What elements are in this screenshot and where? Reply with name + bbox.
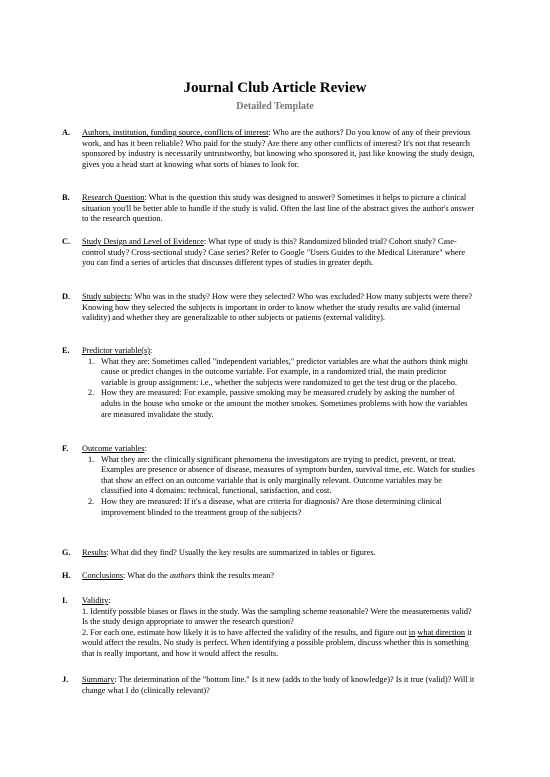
underlined-text: in: [408, 627, 416, 637]
section-letter: C.: [62, 237, 71, 246]
list-item: [82, 388, 475, 420]
section-heading: Authors, institution, funding source, conflicts of interest: [82, 128, 269, 137]
page-title: Journal Club Article Review: [183, 80, 367, 96]
section-heading: Summary: [82, 675, 115, 684]
section-b: [62, 193, 475, 225]
item-number: 2.: [88, 388, 95, 398]
section-text: :: [149, 346, 153, 355]
emphasized-text: authors: [169, 571, 196, 580]
section-heading: Predictor variable(s): [82, 346, 150, 355]
section-heading: Study Design and Level of Evidence: [82, 237, 204, 246]
validity-point-2: [82, 628, 475, 660]
item-text: How they are measured: For example, passive smoking may be measured crudely by asking the number of adults in the house who smoke or the amount the mother smokes. Sometimes problems with how the variables are measured invalidate the study.: [101, 388, 468, 419]
section-h: [62, 571, 475, 582]
section-letter: F.: [62, 444, 69, 453]
item-number: 1.: [88, 454, 95, 464]
section-letter: J.: [62, 675, 69, 684]
page-subtitle: Detailed Template: [236, 101, 314, 112]
item-text: What they are: Sometimes called "independent variables," predictor variables are what the authors think might cause or predict changes in the outcome variable. For example, in a randomized trial, the main predictor variable is group assignment: i.e., whether the subjects were randomized to get the test drug or the placebo.: [101, 356, 468, 387]
section-letter: H.: [62, 571, 71, 580]
section-text: think the results mean?: [195, 571, 275, 580]
section-a: [62, 128, 475, 170]
section-text: : The determination of the "bottom line." Is it new (adds to the body of knowledge)? Is it true (valid)? Will it change what I do (clinically relevant)?: [82, 675, 475, 695]
section-letter: E.: [62, 346, 70, 355]
section-text: : What type of study is this? Randomized blinded trial? Cohort study? Case-control study? Cross-sectional study? Case series? Refer to Google "Users Guides to the Medical Literature" where you can find a series of articles that discusses different types of studies in greater depth.: [82, 237, 466, 268]
section-text: :: [144, 444, 147, 453]
underlined-text: what direction: [417, 627, 466, 637]
section-text: : What do the: [123, 571, 170, 580]
section-f: [62, 444, 475, 518]
section-text: :: [108, 596, 111, 605]
section-heading: Study subjects: [82, 292, 131, 301]
section-heading: Outcome variables: [82, 444, 145, 453]
section-letter: I.: [62, 596, 68, 605]
section-j: [62, 675, 475, 696]
text-segment: it would affect the results. No study is perfect. When identifying a possible problem, discuss whether this is something that is really important, and how it would affect the results.: [82, 627, 472, 658]
section-text: : What is the question this study was designed to answer? Sometimes it helps to picture a clinical situation you'll be better able to handle if the study is valid. Often the last line of the abstract gives the author's answer to the research question.: [82, 193, 475, 224]
text-segment: 2. For each one, estimate how likely it is to have affected the validity of the results, and figure out: [82, 627, 409, 637]
section-heading: Research Question: [82, 193, 145, 202]
section-d: [62, 292, 475, 324]
section-i: [62, 596, 475, 660]
section-text: : What did they find? Usually the key results are summarized in tables or figures.: [106, 548, 376, 557]
item-number: 2.: [88, 496, 95, 506]
item-text: How they are measured: If it's a disease, what are criteria for diagnosis? Are those determining clinical improvement blinded to the treatment group of the subjects?: [101, 496, 442, 517]
section-e: [62, 346, 475, 420]
validity-point-1: 1. Identify possible biases or flaws in the study. Was the sampling scheme reasonable? Were the measurements valid? Is the study design appropriate to answer the research question?: [82, 606, 472, 627]
section-letter: B.: [62, 193, 70, 202]
list-item: [82, 455, 475, 497]
section-text: : Who was in the study? How were they selected? Who was excluded? How many subjects were there? Knowing how they selected the subjects is important in order to know whether the study results are valid (internal validity) and whether they are generalizable to other subjects or patients (external validity).: [82, 292, 472, 323]
section-heading: Validity: [82, 596, 109, 605]
section-c: [62, 237, 475, 269]
item-text: What they are: the clinically significant phenomena the investigators are trying to predict, prevent, or treat. Examples are presence or absence of disease, measures of symptom burden, survival time, etc. Watch for studies that show an effect on an outcome variable that is only marginally relevant. Outcome variables may be classified into 4 domains: technical, functional, satisfaction, and cost.: [101, 454, 475, 496]
section-heading: Conclusions: [82, 571, 124, 580]
list-item: [82, 497, 475, 518]
section-letter: G.: [62, 548, 71, 557]
section-text: : Who are the authors? Do you know of any of their previous work, and has it been reliable? Who paid for the study? Are there any other conflicts of interest? It's not that research sponsored by industry is necessarily untrustworthy, but knowing who sponsored it, just like knowing the study design, gives you a head start at knowing what sorts of biases to look for.: [82, 128, 475, 169]
item-number: 1.: [88, 356, 95, 366]
section-letter: A.: [62, 128, 71, 137]
section-letter: D.: [62, 292, 71, 301]
section-heading: Results: [82, 548, 107, 557]
section-g: [62, 548, 475, 559]
list-item: [82, 357, 475, 389]
